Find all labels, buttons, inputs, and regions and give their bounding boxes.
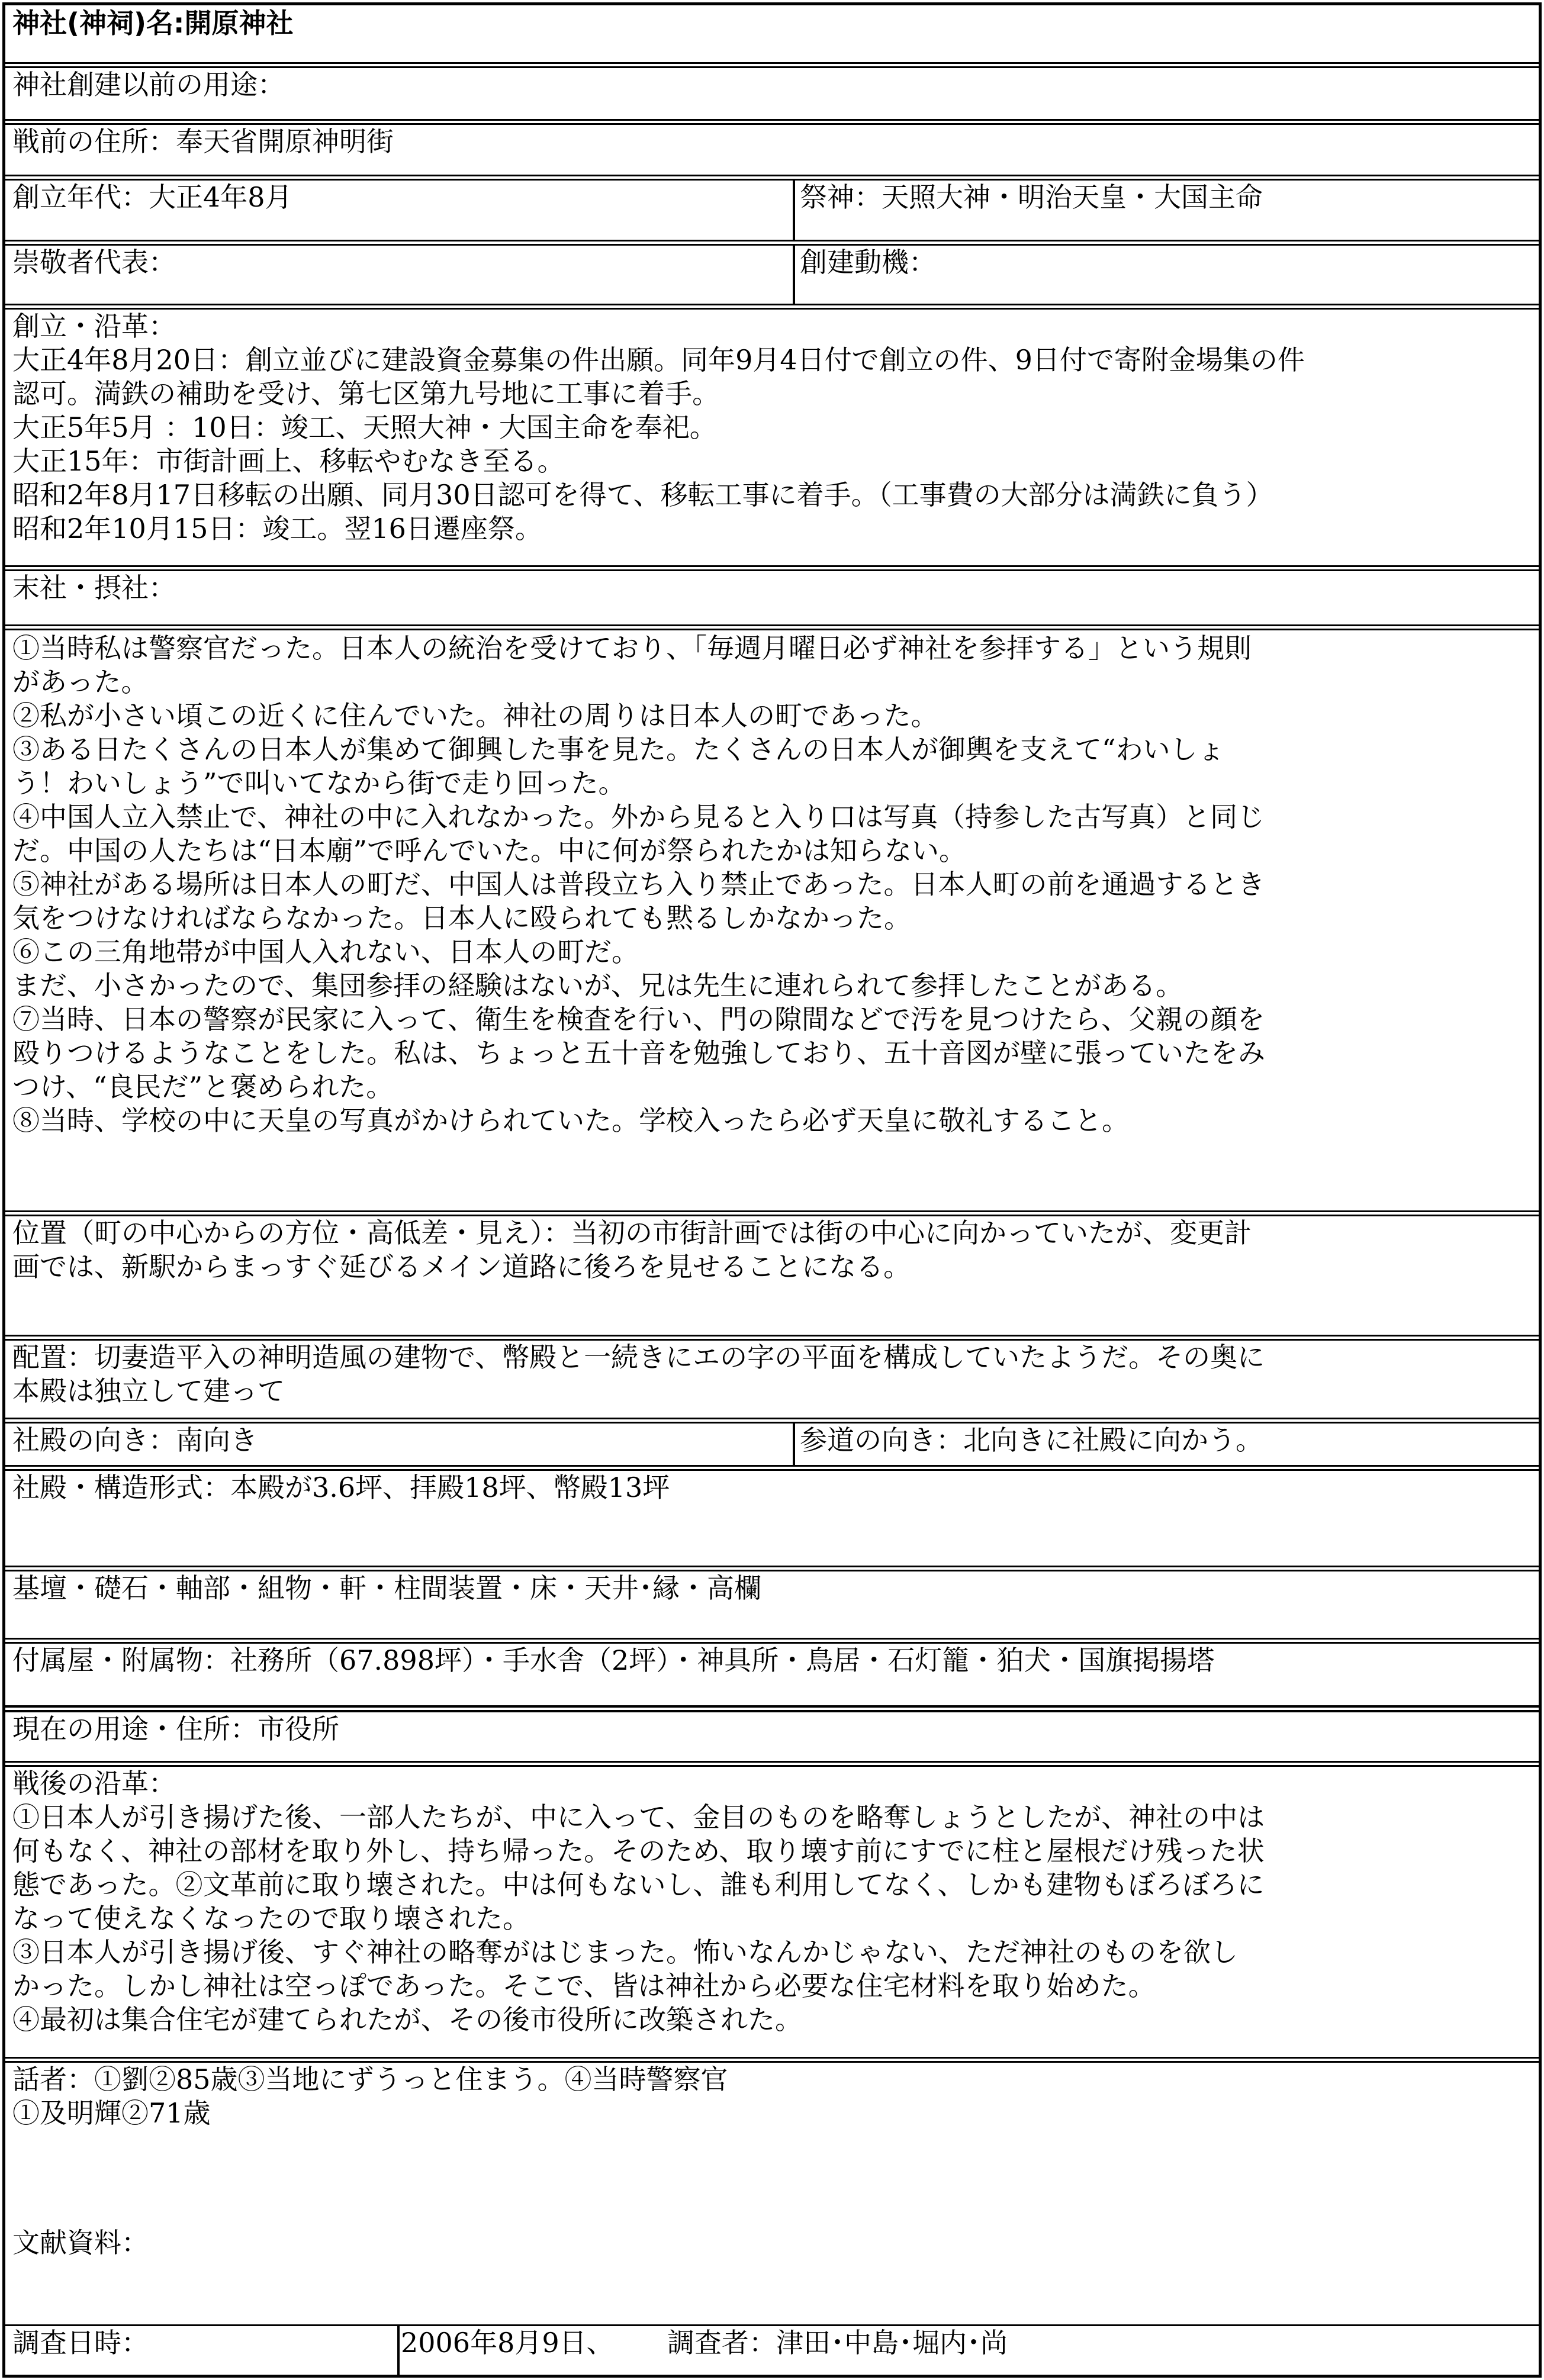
subsidiary-row bbox=[5, 571, 1539, 624]
title-row bbox=[5, 5, 1539, 62]
testimony-line: 気をつけなければならなかった。日本人に殴られても黙るしかなかった。 bbox=[12, 902, 911, 934]
testimony-line: ⑤神社がある場所は日本人の町だ、中国人は普段立ち入り禁止であった。日本人町の前を通過するとき bbox=[12, 868, 1265, 900]
history-section bbox=[5, 310, 1539, 565]
testimony-line: ①当時私は警察官だった。日本人の統治を受けており、「毎週月曜日必ず神社を参拝する」という規則 bbox=[12, 632, 1252, 664]
footer-row bbox=[5, 2326, 1539, 2375]
divider bbox=[5, 304, 1539, 310]
history-line: 昭和2年10月15日：竣工。翌16日遷座祭。 bbox=[12, 513, 542, 545]
current-use-row bbox=[5, 1712, 1539, 1761]
investigators-field: 調査者：津田･中島･堀内･尚 bbox=[667, 2327, 1008, 2359]
testimony-line: 殴りつけるようなことをした。私は、ちょっと五十音を勉強しており、五十音図が壁に張っていたをみ bbox=[12, 1037, 1265, 1069]
postwar-row bbox=[5, 1767, 1539, 2057]
postwar-section bbox=[5, 1767, 1539, 2057]
foundation-row bbox=[5, 1571, 1539, 1638]
divider bbox=[5, 240, 1539, 246]
testimonies-section bbox=[5, 630, 1539, 1210]
divider bbox=[5, 1761, 1539, 1767]
divider bbox=[5, 119, 1539, 125]
testimony-line: ②私が小さい頃この近くに住んでいた。神社の周りは日本人の町であった。 bbox=[12, 700, 938, 732]
divider bbox=[5, 1566, 1539, 1571]
worshipper-motive-row bbox=[5, 246, 1539, 304]
divider bbox=[5, 2057, 1539, 2063]
postwar-line: ④最初は集合住宅が建てられたが、その後市役所に改築された。 bbox=[12, 2004, 802, 2036]
location-row bbox=[5, 1216, 1539, 1335]
divider bbox=[5, 175, 1539, 181]
survey-date-value: 2006年8月9日、 bbox=[401, 2327, 614, 2359]
postwar-line: ①日本人が引き揚げた後、一部人たちが、中に入って、金目のものを略奪しょうとしたが、神社の中は bbox=[12, 1801, 1265, 1833]
postwar-line: なって使えなくなったので取り壊された。 bbox=[12, 1902, 530, 1934]
narrator-line: ①及明輝②71歳 bbox=[12, 2097, 211, 2129]
postwar-line: 何もなく、神社の部材を取り外し、持ち帰った。そのため、取り壊す前にすでに柱と屋根だけ残った状 bbox=[12, 1835, 1265, 1867]
postwar-line: かった。しかし神社は空っぽであった。そこで、皆は神社から必要な住宅材料を取り始めた。 bbox=[12, 1970, 1156, 2002]
divider bbox=[5, 1638, 1539, 1644]
testimony-line: ⑧当時、学校の中に天皇の写真がかけられていた。学校入ったら必ず天皇に敬礼すること。 bbox=[12, 1104, 1129, 1136]
record-form bbox=[2, 2, 1542, 2378]
structure-row bbox=[5, 1471, 1539, 1566]
testimony-line: だ。中国の人たちは“日本廟”で呼んでいた。中に何が祭られたかは知らない。 bbox=[12, 835, 967, 867]
subsidiary-shrines-field: 末社・摂社： bbox=[12, 572, 176, 604]
narrator-line: 話者：①劉②85歳③当地にずうっと住まう。④当時警察官 bbox=[12, 2063, 728, 2095]
survey-date-label: 調査日時： bbox=[5, 2326, 400, 2375]
deity-field: 祭神：天照大神・明治天皇・大国主命 bbox=[800, 181, 1263, 213]
history-line: 大正5年5月 ：10日：竣工、天照大神・大国主命を奉祀。 bbox=[12, 411, 717, 443]
divider bbox=[5, 1418, 1539, 1424]
testimony-line: ③ある日たくさんの日本人が集めて御興した事を見た。たくさんの日本人が御輿を支えて“わいしょ bbox=[12, 733, 1225, 765]
history-line: 大正4年8月20日：創立並びに建設資金募集の件出願。同年9月4日付で創立の件、9日付で寄附金場集の件 bbox=[12, 344, 1305, 376]
narrators-row bbox=[5, 2063, 1539, 2324]
testimony-line: ⑥この三角地帯が中国人入れない、日本人の町だ。 bbox=[12, 936, 639, 968]
history-line: 認可。満鉄の補助を受け、第七区第九号地に工事に着手。 bbox=[12, 378, 720, 410]
founding-year-field: 創立年代：大正4年8月 bbox=[5, 181, 795, 240]
testimony-line: う！わいしょう”で叫いてなから街で走り回った。 bbox=[12, 767, 626, 799]
location-line: 位置（町の中心からの方位・高低差・見え）：当初の市街計画では街の中心に向かっていたが、変更計 bbox=[12, 1217, 1252, 1249]
postwar-line: ③日本人が引き揚げ後、すぐ神社の略奪がはじまった。怖いなんかじゃない、ただ神社のものを欲し bbox=[12, 1936, 1238, 1968]
arrangement-line: 配置：切妻造平入の神明造風の建物で、幣殿と一続きにエの字の平面を構成していたようだ。その奥に bbox=[12, 1341, 1265, 1373]
history-line: 大正15年：市街計画上、移転やむなき至る。 bbox=[12, 445, 565, 477]
structure-field: 社殿・構造形式：本殿が3.6坪、拝殿18坪、幣殿13坪 bbox=[12, 1471, 670, 1503]
testimony-line: つけ、“良民だ”と褒められた。 bbox=[12, 1071, 394, 1103]
footer-section bbox=[5, 2326, 1539, 2375]
postwar-label: 戦後の沿革： bbox=[12, 1767, 176, 1799]
founding-deity-row bbox=[5, 181, 1539, 240]
purpose-before-field: 神社創建以前の用途： bbox=[12, 69, 285, 101]
testimony-line: ④中国人立入禁止で、神社の中に入れなかった。外から見ると入り口は写真（持参した古写真）と同じ bbox=[12, 801, 1265, 833]
approach-orientation-field: 参道の向き：北向きに社殿に向かう。 bbox=[800, 1424, 1263, 1456]
testimonies-row bbox=[5, 630, 1539, 1210]
divider bbox=[5, 1705, 1539, 1712]
page-title: 神社(神祠)名:開原神社 bbox=[12, 7, 294, 39]
orientation-row bbox=[5, 1424, 1539, 1465]
shrine-orientation-field: 社殿の向き：南向き bbox=[5, 1424, 795, 1465]
attached-row bbox=[5, 1644, 1539, 1705]
current-use-field: 現在の用途・住所：市役所 bbox=[12, 1713, 339, 1745]
postwar-line: 態であった。②文革前に取り壊された。中は何もないし、誰も利用してなく、しかも建物もぼろぼろに bbox=[12, 1869, 1265, 1901]
prewar-address-field: 戦前の住所：奉天省開原神明街 bbox=[12, 125, 394, 157]
history-line: 昭和2年8月17日移転の出願、同月30日認可を得て、移転工事に着手。（工事費の大部分は満鉄に負う） bbox=[12, 479, 1273, 511]
worshipper-rep-field: 崇敬者代表： bbox=[5, 246, 795, 304]
arrangement-line: 本殿は独立して建って bbox=[12, 1375, 285, 1407]
arrangement-row bbox=[5, 1341, 1539, 1418]
divider bbox=[5, 1335, 1539, 1341]
foundation-field: 基壇・礎石・軸部・組物・軒・柱間装置・床・天井･縁・高欄 bbox=[12, 1572, 761, 1604]
divider bbox=[5, 565, 1539, 571]
founding-motive-field: 創建動機： bbox=[800, 246, 936, 278]
location-line: 画では、新駅からまっすぐ延びるメイン道路に後ろを見せることになる。 bbox=[12, 1251, 911, 1283]
literature-field: 文献資料： bbox=[12, 2227, 149, 2259]
narrators-section bbox=[5, 2063, 1539, 2324]
purpose-before-row bbox=[5, 68, 1539, 119]
divider bbox=[5, 62, 1539, 68]
history-label: 創立・沿革： bbox=[12, 310, 176, 342]
testimony-line: まだ、小さかったので、集団参拝の経験はないが、兄は先生に連れられて参拝したことがある。 bbox=[12, 970, 1183, 1001]
history-row bbox=[5, 310, 1539, 565]
testimony-line: があった。 bbox=[12, 666, 149, 698]
divider bbox=[5, 624, 1539, 630]
divider bbox=[5, 1210, 1539, 1216]
prewar-address-row bbox=[5, 125, 1539, 175]
divider bbox=[5, 1465, 1539, 1471]
arrangement-section bbox=[5, 1341, 1539, 1418]
attached-field: 付属屋・附属物：社務所（67.898坪）・手水舎（2坪）・神具所・鳥居・石灯籠・狛犬・国旗掲揚塔 bbox=[12, 1644, 1215, 1676]
location-section bbox=[5, 1216, 1539, 1335]
testimony-line: ⑦当時、日本の警察が民家に入って、衛生を検査を行い、門の隙間などで汚を見つけたら、父親の顔を bbox=[12, 1003, 1265, 1035]
